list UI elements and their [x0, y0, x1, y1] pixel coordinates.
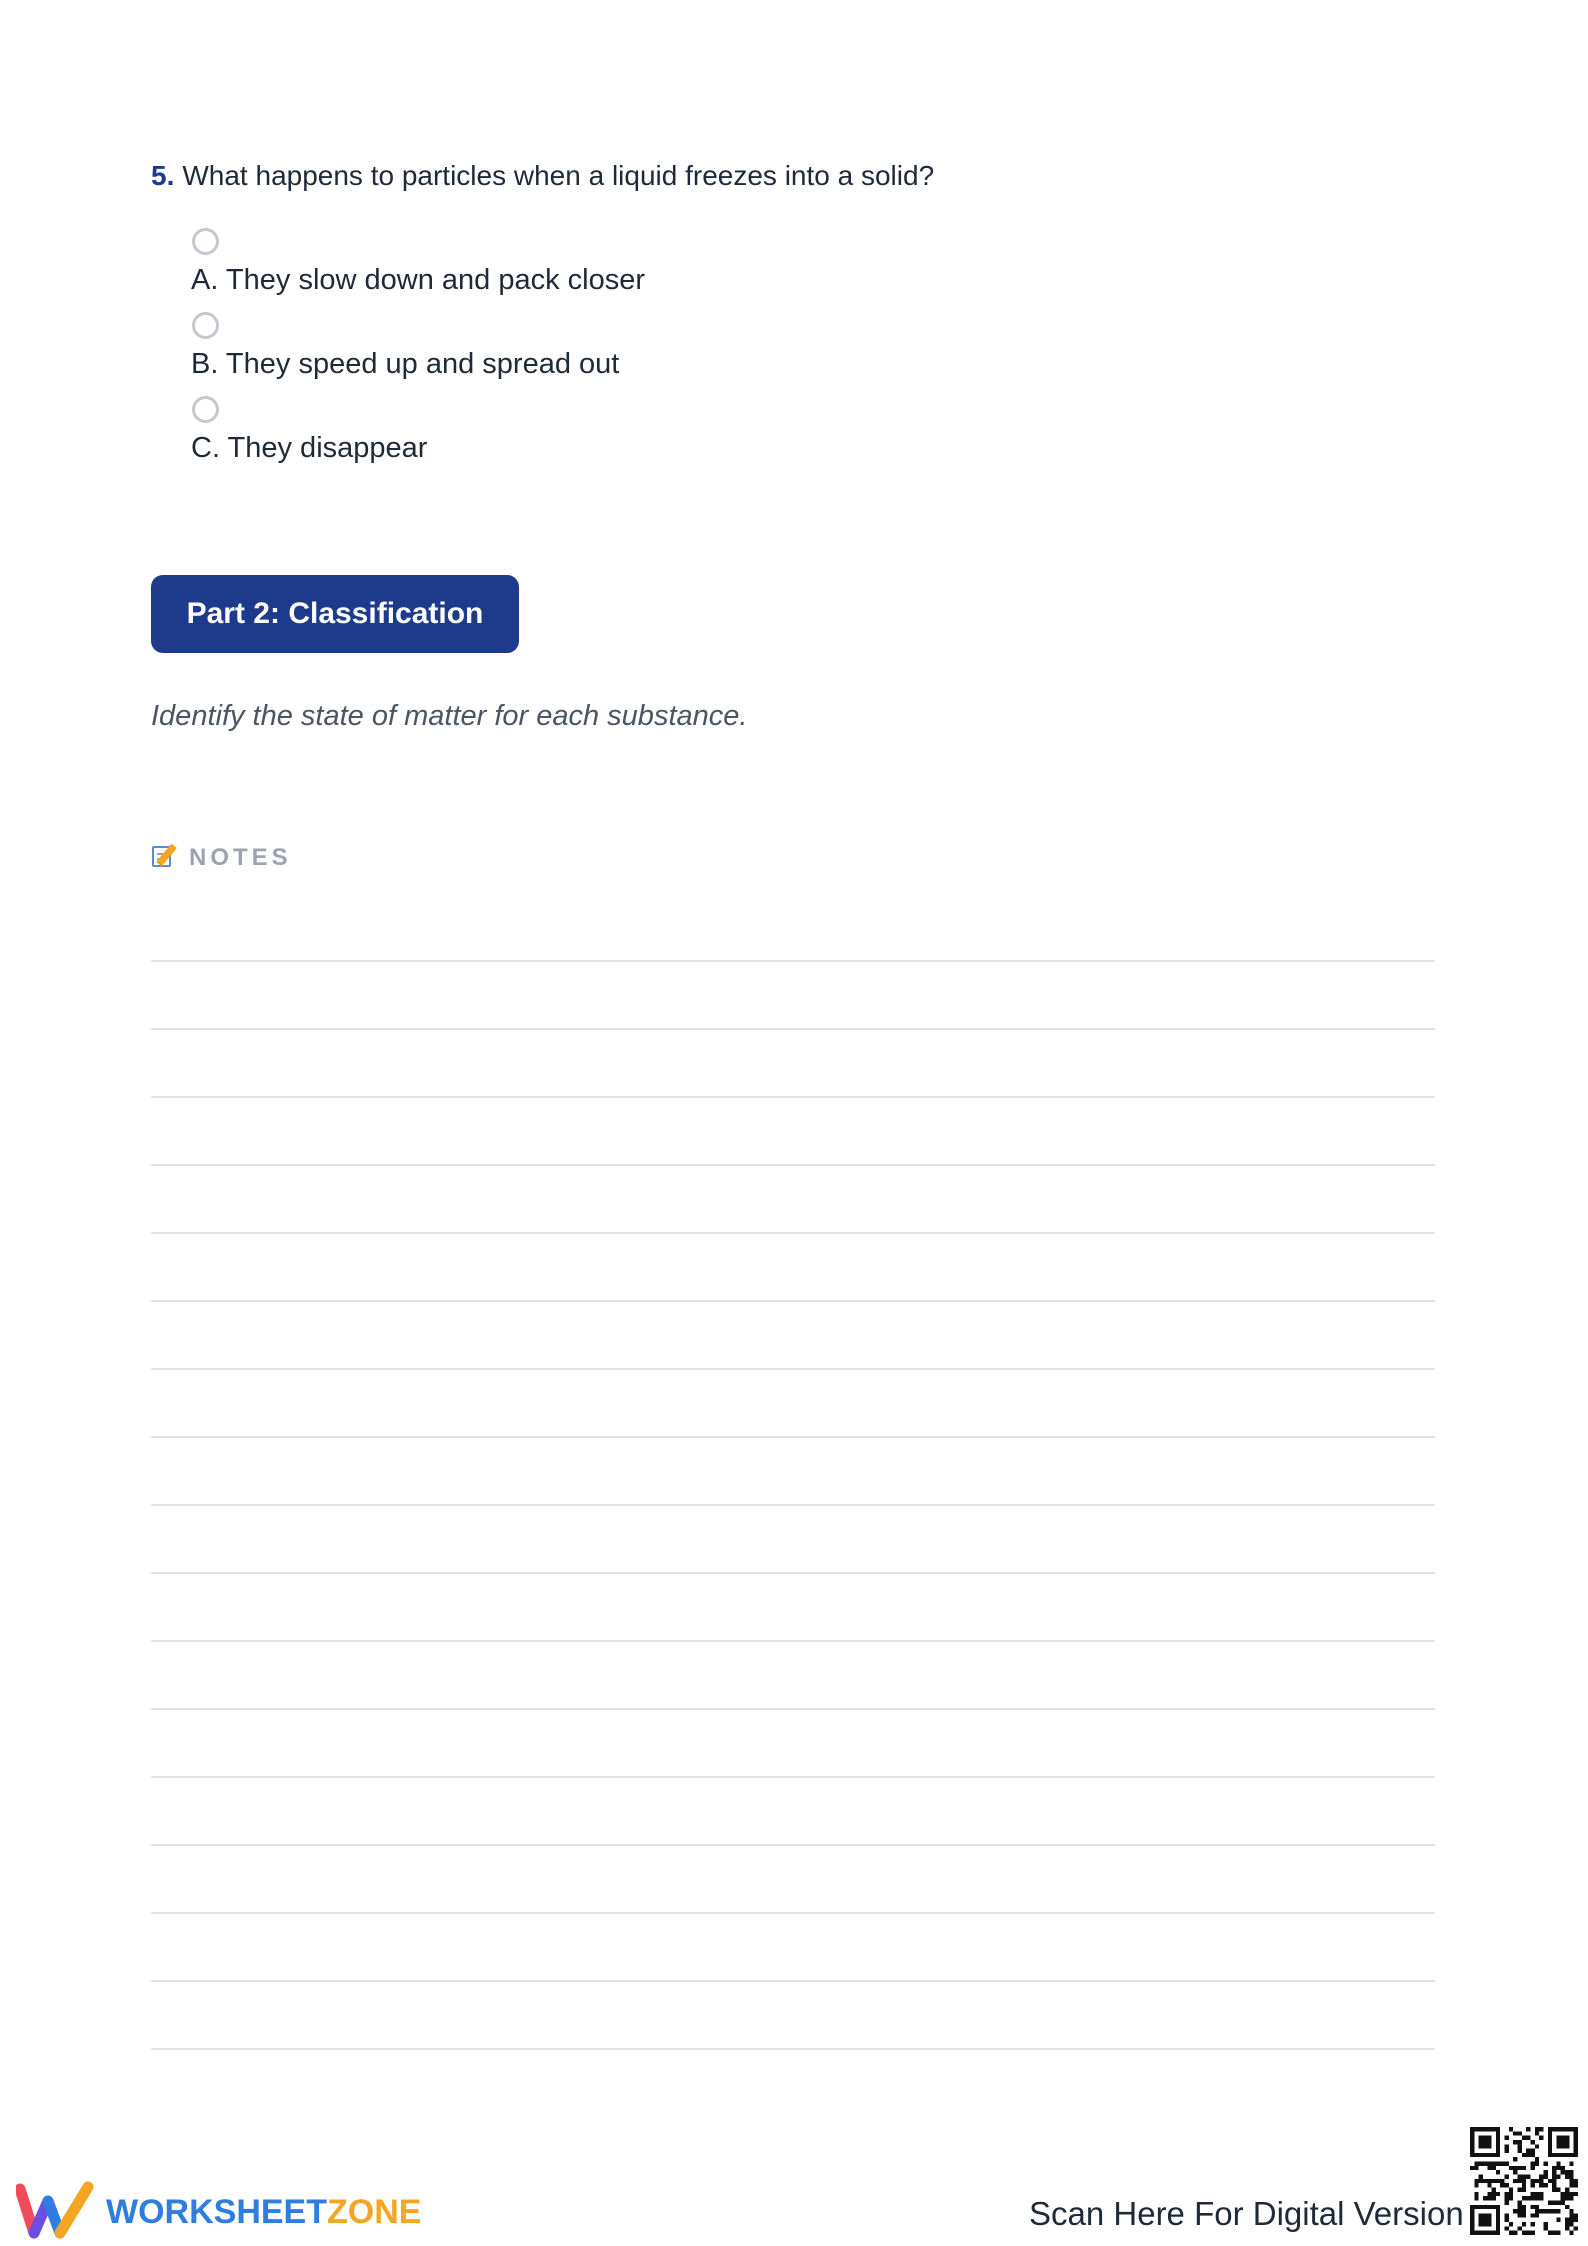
logo-wordmark: WORKSHEETZONE — [106, 2193, 422, 2231]
note-line — [151, 1234, 1435, 1302]
note-line — [151, 1710, 1435, 1778]
part-instruction: Identify the state of matter for each substance. — [151, 700, 748, 732]
note-line — [151, 1574, 1435, 1642]
note-line — [151, 1030, 1435, 1098]
worksheetzone-logo-mark-icon — [16, 2181, 94, 2239]
note-line — [151, 1914, 1435, 1982]
note-line — [151, 1778, 1435, 1846]
radio-button-b[interactable] — [192, 312, 219, 339]
note-line — [151, 962, 1435, 1030]
notes-heading — [151, 843, 292, 872]
note-line — [151, 1846, 1435, 1914]
qr-code-icon[interactable] — [1470, 2127, 1578, 2235]
part-2-heading: Part 2: Classification — [151, 575, 519, 653]
note-line — [151, 1302, 1435, 1370]
note-line — [151, 1098, 1435, 1166]
question-text: What happens to particles when a liquid freezes into a solid? — [182, 160, 935, 191]
question-5 — [151, 160, 934, 192]
scan-instruction: Scan Here For Digital Version — [1029, 2195, 1464, 2232]
note-line — [151, 1642, 1435, 1710]
note-line — [151, 1982, 1435, 2050]
notes-title-text: NOTES — [189, 844, 292, 871]
note-line — [151, 1438, 1435, 1506]
option-label-b: B. They speed up and spread out — [191, 348, 620, 380]
option-label-c: C. They disappear — [191, 432, 428, 464]
notes-writing-area[interactable] — [151, 960, 1435, 2050]
note-line — [151, 1506, 1435, 1574]
option-label-a: A. They slow down and pack closer — [191, 264, 646, 296]
memo-icon — [151, 843, 177, 869]
radio-button-a[interactable] — [192, 228, 219, 255]
note-line — [151, 1370, 1435, 1438]
radio-button-c[interactable] — [192, 396, 219, 423]
note-line — [151, 1166, 1435, 1234]
question-number: 5. — [151, 160, 175, 191]
